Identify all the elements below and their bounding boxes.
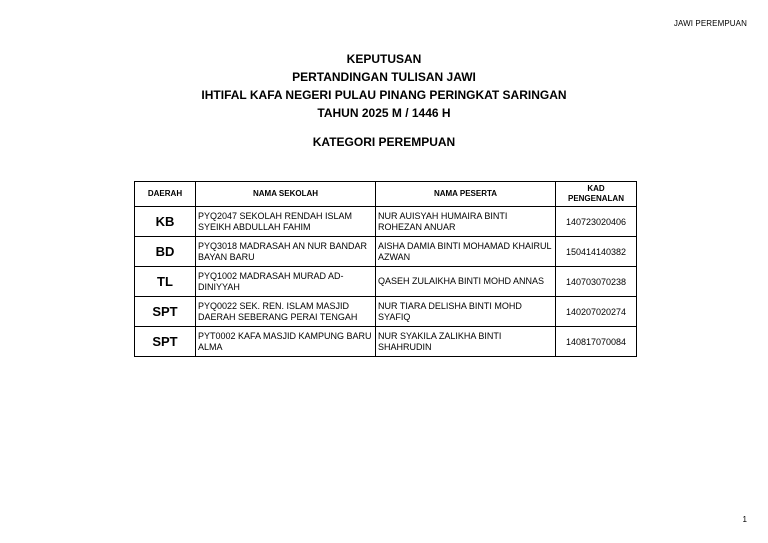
cell-sekolah: PYQ1002 MADRASAH MURAD AD-DINIYYAH bbox=[196, 267, 376, 297]
table-row bbox=[135, 267, 637, 297]
column-header-daerah: DAERAH bbox=[135, 182, 196, 207]
cell-kad-pengenalan: 140817070084 bbox=[556, 327, 637, 357]
cell-peserta: AISHA DAMIA BINTI MOHAMAD KHAIRUL AZWAN bbox=[376, 237, 556, 267]
cell-sekolah: PYQ3018 MADRASAH AN NUR BANDAR BAYAN BARU bbox=[196, 237, 376, 267]
table-row bbox=[135, 237, 637, 267]
table-row bbox=[135, 297, 637, 327]
cell-peserta: NUR TIARA DELISHA BINTI MOHD SYAFIQ bbox=[376, 297, 556, 327]
cell-sekolah: PYQ0022 SEK. REN. ISLAM MASJID DAERAH SEBERANG PERAI TENGAH bbox=[196, 297, 376, 327]
cell-kad-pengenalan: 150414140382 bbox=[556, 237, 637, 267]
cell-peserta: NUR SYAKILA ZALIKHA BINTI SHAHRUDIN bbox=[376, 327, 556, 357]
category-heading: KATEGORI PEREMPUAN bbox=[312, 135, 456, 149]
kad-header-line-2: PENGENALAN bbox=[567, 194, 624, 203]
title-line-1: KEPUTUSAN bbox=[346, 52, 422, 66]
title-line-2: PERTANDINGAN TULISAN JAWI bbox=[292, 70, 476, 84]
results-table bbox=[134, 181, 637, 357]
cell-sekolah: PYQ2047 SEKOLAH RENDAH ISLAM SYEIKH ABDULLAH FAHIM bbox=[196, 207, 376, 237]
column-header-kad-pengenalan bbox=[556, 182, 637, 207]
column-header-peserta: NAMA PESERTA bbox=[376, 182, 556, 207]
cell-kad-pengenalan: 140723020406 bbox=[556, 207, 637, 237]
document-header-label: JAWI PEREMPUAN bbox=[673, 19, 747, 28]
title-line-3: IHTIFAL KAFA NEGERI PULAU PINANG PERINGKAT SARINGAN bbox=[201, 88, 567, 102]
kad-header-line-1: KAD bbox=[587, 184, 605, 193]
column-header-sekolah: NAMA SEKOLAH bbox=[196, 182, 376, 207]
cell-kad-pengenalan: 140207020274 bbox=[556, 297, 637, 327]
table-row bbox=[135, 207, 637, 237]
document-title-block bbox=[0, 50, 768, 122]
cell-daerah: KB bbox=[135, 207, 196, 237]
table-header-row bbox=[135, 182, 637, 207]
cell-daerah: SPT bbox=[135, 297, 196, 327]
cell-kad-pengenalan: 140703070238 bbox=[556, 267, 637, 297]
cell-daerah: TL bbox=[135, 267, 196, 297]
title-line-4: TAHUN 2025 M / 1446 H bbox=[317, 106, 451, 120]
cell-peserta: QASEH ZULAIKHA BINTI MOHD ANNAS bbox=[376, 267, 556, 297]
table-row bbox=[135, 327, 637, 357]
cell-daerah: SPT bbox=[135, 327, 196, 357]
cell-sekolah: PYT0002 KAFA MASJID KAMPUNG BARU ALMA bbox=[196, 327, 376, 357]
cell-daerah: BD bbox=[135, 237, 196, 267]
cell-peserta: NUR AUISYAH HUMAIRA BINTI ROHEZAN ANUAR bbox=[376, 207, 556, 237]
page-number: 1 bbox=[742, 515, 747, 524]
